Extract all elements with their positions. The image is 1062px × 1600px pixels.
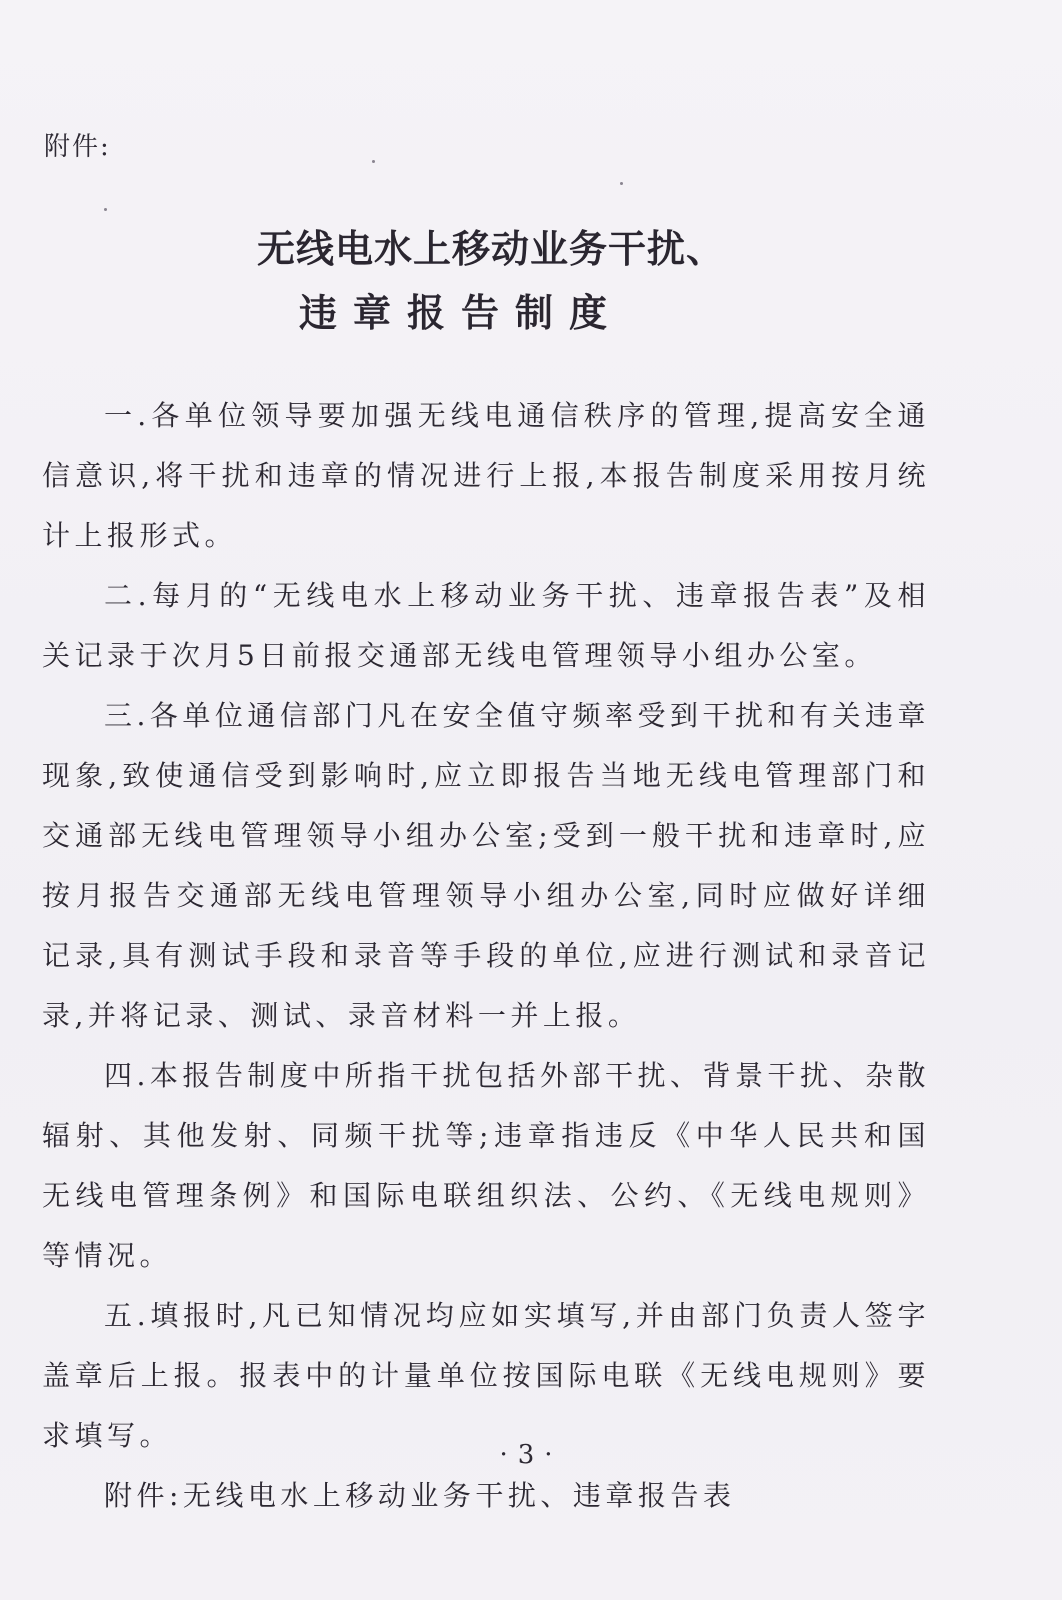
paragraph-2: 二.每月的“无线电水上移动业务干扰、违章报告表”及相关记录于次月5日前报交通部无线电管理领导小组办公室。 bbox=[42, 579, 930, 672]
attachment-line: 附件:无线电水上移动业务干扰、违章报告表 bbox=[104, 1479, 736, 1512]
document-body bbox=[42, 386, 930, 1526]
paragraph-5: 五.填报时,凡已知情况均应如实填写,并由部门负责人签字盖章后上报。报表中的计量单位按国际电联《无线电规则》要求填写。 bbox=[42, 1299, 930, 1452]
paragraph-1: 一.各单位领导要加强无线电通信秩序的管理,提高安全通信意识,将干扰和违章的情况进行上报,本报告制度采用按月统计上报形式。 bbox=[42, 399, 930, 552]
paragraph-3: 三.各单位通信部门凡在安全值守频率受到干扰和有关违章现象,致使通信受到影响时,应立即报告当地无线电管理部门和交通部无线电管理领导小组办公室;受到一般干扰和违章时,应按月报告交通部无线电管理领导小组办公室,同时应做好详细记录,具有测试手段和录音等手段的单位,应进行测试和录音记录,并将记录、测试、录音材料一并上报。 bbox=[42, 699, 930, 1032]
scan-speck bbox=[620, 182, 623, 185]
attachment-label: 附件: bbox=[44, 132, 111, 162]
document-title-line-1: 无线电水上移动业务干扰、 bbox=[256, 227, 725, 271]
scan-speck bbox=[372, 160, 375, 163]
paragraph-4: 四.本报告制度中所指干扰包括外部干扰、背景干扰、杂散辐射、其他发射、同频干扰等;违章指违反《中华人民共和国无线电管理条例》和国际电联组织法、公约、《无线电规则》等情况。 bbox=[42, 1059, 930, 1272]
scan-speck bbox=[104, 208, 107, 211]
page-number: ·3· bbox=[499, 1440, 563, 1470]
document-title-line-2: 违章报告制度 bbox=[298, 291, 623, 335]
